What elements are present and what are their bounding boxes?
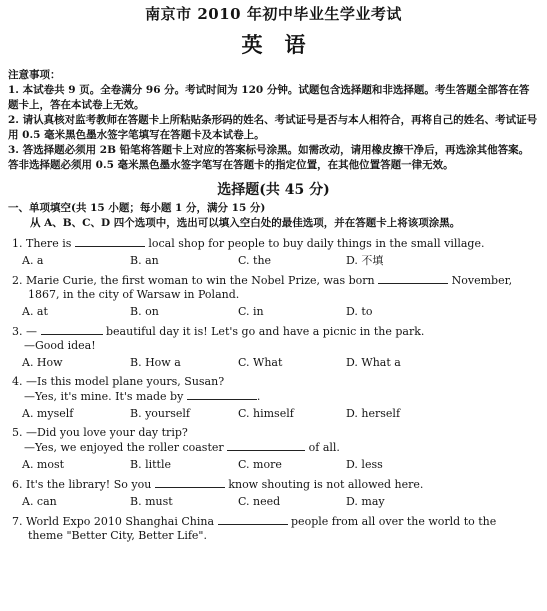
question-text: beautiful day it is! Let's go and have a picnic in the park.	[106, 325, 425, 338]
question-text: .	[256, 390, 261, 403]
option-a: A. myself	[22, 407, 74, 420]
question-continuation: 1867, in the city of Warsaw in Poland.	[28, 288, 240, 301]
option-b: B. little	[130, 458, 171, 471]
note-item: 3. 答选择题必须用 2B 铅笔将答题卡上对应的答案标号涂黑。如需改动，请用橡皮擦干净后，再选涂其他答案。答非选择题必须用 0.5 毫米黑色墨水签字笔写在答题卡的指定位置，在其他位置答题一律无效。	[8, 144, 530, 171]
option-a: A. most	[22, 458, 65, 471]
question-number: 1.	[12, 237, 23, 250]
option-b: B. How a	[130, 356, 181, 369]
options-row	[8, 458, 539, 472]
question-3	[8, 324, 539, 370]
question-continuation: theme "Better City, Better Life".	[28, 529, 207, 542]
question-text: World Expo 2010 Shanghai China	[26, 515, 215, 528]
question-text: Marie Curie, the first woman to win the Nobel Prize, was born	[26, 274, 375, 287]
note-item: 2. 请认真核对监考教师在答题卡上所粘贴条形码的姓名、考试证号是否与本人相符合，再将自己的姓名、考试证号用 0.5 毫米黑色墨水签字笔填写在答题卡及本试卷上。	[8, 114, 538, 141]
option-c: C. need	[238, 495, 281, 508]
question-text: There is	[26, 237, 72, 250]
question-4	[8, 375, 539, 421]
question-text: —	[26, 325, 37, 338]
question-text: of all.	[308, 441, 340, 454]
option-a: A. at	[22, 305, 48, 318]
question-text: know shouting is not allowed here.	[228, 478, 424, 491]
question-text: —Did you love your day trip?	[26, 426, 188, 439]
question-number: 7.	[12, 515, 23, 528]
note-item: 1. 本试卷共 9 页。全卷满分 96 分。考试时间为 120 分钟。试题包含选择题和非选择题。考生答题全部答在答题卡上，答在本试卷上无效。	[8, 84, 530, 111]
answer-blank	[155, 477, 225, 488]
option-c: C. in	[238, 305, 264, 318]
question-7	[8, 514, 539, 543]
question-text: It's the library! So you	[26, 478, 152, 491]
question-number: 5.	[12, 426, 23, 439]
option-b: B. must	[130, 495, 173, 508]
option-d: D. herself	[346, 407, 401, 420]
options-row	[8, 495, 539, 509]
part-title: 一、单项填空(共 15 小题；每小题 1 分，满分 15 分)	[8, 202, 266, 214]
option-a: A. a	[22, 254, 44, 267]
options-row	[8, 305, 539, 319]
option-d: D. to	[346, 305, 373, 318]
option-d: D. less	[346, 458, 383, 471]
answer-blank	[378, 273, 448, 284]
question-text: —Is this model plane yours, Susan?	[26, 375, 225, 388]
part-instruction: 从 A、B、C、D 四个选项中，选出可以填入空白处的最佳选项，并在答题卡上将该项涂黑。	[30, 217, 461, 229]
question-text: —Yes, it's mine. It's made by	[24, 390, 184, 403]
section-title: 选择题(共 45 分)	[217, 182, 330, 198]
answer-blank	[41, 324, 103, 335]
question-number: 3.	[12, 325, 23, 338]
notes-block	[8, 68, 539, 173]
question-5	[8, 426, 539, 472]
question-1	[8, 236, 539, 268]
answer-blank	[187, 389, 257, 400]
answer-blank	[227, 440, 305, 451]
option-c: C. more	[238, 458, 282, 471]
question-continuation: —Good idea!	[24, 339, 96, 352]
option-d: D. What a	[346, 356, 401, 369]
option-b: B. on	[130, 305, 159, 318]
question-number: 2.	[12, 274, 23, 287]
options-row	[8, 407, 539, 421]
option-a: A. can	[22, 495, 57, 508]
answer-blank	[75, 236, 145, 247]
question-6	[8, 477, 539, 509]
question-text: —Yes, we enjoyed the roller coaster	[24, 441, 224, 454]
option-c: C. the	[238, 254, 272, 267]
question-2	[8, 273, 539, 319]
option-d: D. may	[346, 495, 385, 508]
question-text: local shop for people to buy daily things in the small village.	[148, 237, 485, 250]
option-c: C. himself	[238, 407, 294, 420]
option-c: C. What	[238, 356, 283, 369]
question-text: November,	[451, 274, 513, 287]
options-row	[8, 356, 539, 370]
option-b: B. an	[130, 254, 159, 267]
question-number: 6.	[12, 478, 23, 491]
option-b: B. yourself	[130, 407, 191, 420]
options-row	[8, 254, 539, 268]
exam-title: 南京市 2010 年初中毕业生学业考试	[145, 5, 402, 23]
question-number: 4.	[12, 375, 23, 388]
option-a: A. How	[22, 356, 63, 369]
notes-heading: 注意事项：	[8, 69, 61, 81]
question-text: people from all over the world to the	[291, 515, 497, 528]
answer-blank	[218, 514, 288, 525]
option-d: D. 不填	[346, 254, 384, 267]
subject-title: 英语	[241, 32, 328, 57]
